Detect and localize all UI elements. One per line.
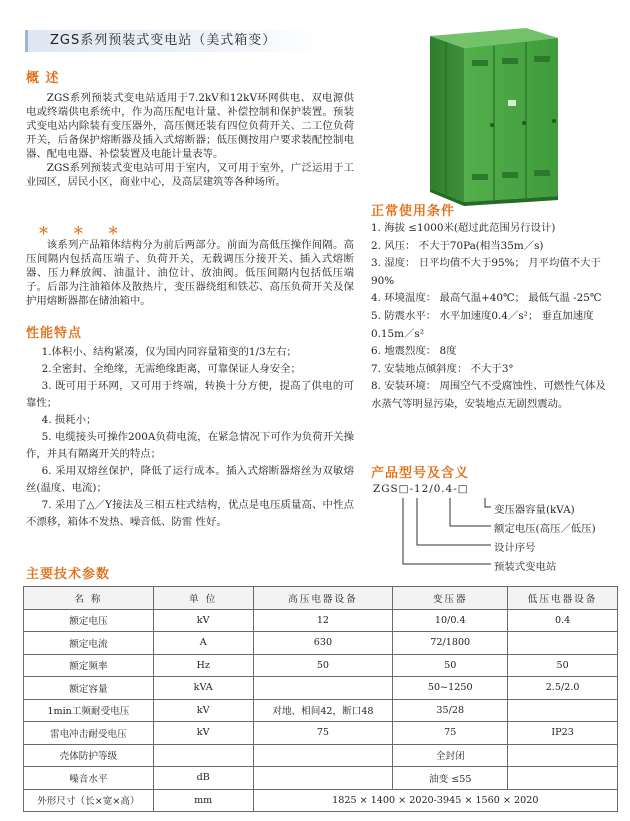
table-cell: 630 xyxy=(253,632,393,655)
table-cell: 额定电压 xyxy=(24,609,154,632)
table-cell: 12 xyxy=(253,609,393,632)
table-row xyxy=(24,722,618,745)
conditions-list xyxy=(371,220,616,414)
table-cell: 50 xyxy=(253,654,393,677)
substation-cabinet-image xyxy=(408,20,578,210)
table-cell: 壳体防护等级 xyxy=(24,744,154,767)
column-header: 变压器 xyxy=(393,587,508,610)
table-cell xyxy=(253,767,393,790)
table-row xyxy=(24,699,618,722)
overview-text xyxy=(26,91,354,189)
divider-stars: ＊ ＊ ＊ xyxy=(38,224,129,237)
table-cell: 雷电冲击耐受电压 xyxy=(24,722,154,745)
model-legend-item: 变压器容量(kVA) xyxy=(494,504,575,516)
table-row xyxy=(24,654,618,677)
page-title: ZGS系列预装式变电站（美式箱变） xyxy=(25,30,325,52)
table-cell: 75 xyxy=(253,722,393,745)
table-cell: mm xyxy=(153,789,253,812)
model-legend-item: 额定电压(高压／低压) xyxy=(494,523,596,535)
model-legend-item: 设计序号 xyxy=(494,542,536,554)
table-row xyxy=(24,609,618,632)
table-cell xyxy=(508,767,618,790)
table-cell: 10/0.4 xyxy=(393,609,508,632)
model-legend-item: 预装式变电站 xyxy=(494,561,557,573)
table-cell xyxy=(508,744,618,767)
feature-item: 3. 既可用于环网，又可用于终端，转换十分方便，提高了供电的可靠性； xyxy=(26,380,354,409)
condition-item: 5. 防震水平： 水平加速度0.4／s²； 垂直加速度0.15m／s² xyxy=(371,309,594,340)
table-cell: 35/28 xyxy=(393,699,508,722)
overview-heading: 概 述 xyxy=(26,71,60,86)
table-row xyxy=(24,677,618,700)
table-cell: 50 xyxy=(393,654,508,677)
table-cell: 对地、相间42，断口48 xyxy=(253,699,393,722)
conditions-heading: 正常使用条件 xyxy=(371,204,456,219)
table-cell: kVA xyxy=(153,677,253,700)
feature-item: 7. 采用了△／Y接法及三相五柱式结构，优点是电压质量高、中性点不漂移，箱体不发热、噪音低、防雷 性好。 xyxy=(26,499,354,528)
table-cell: 额定容量 xyxy=(24,677,154,700)
feature-item: 1.体积小、结构紧凑，仅为国内同容量箱变的1/3左右； xyxy=(41,346,297,358)
feature-item: 6. 采用双熔丝保护，降低了运行成本。插入式熔断器熔丝为双敏熔丝(温度、电流)； xyxy=(26,465,354,494)
condition-item: 8. 安装环境： 周围空气不受腐蚀性、可燃性气体及水蒸气等明显污染，安装地点无剧烈震动。 xyxy=(371,380,606,410)
table-cell: Hz xyxy=(153,654,253,677)
table-row xyxy=(24,744,618,767)
specs-heading: 主要技术参数 xyxy=(26,567,111,582)
column-header: 高压电器设备 xyxy=(253,587,393,610)
table-cell: 外形尺寸（长×宽×高） xyxy=(24,789,154,812)
table-cell: 50 xyxy=(508,654,618,677)
column-header: 单 位 xyxy=(153,587,253,610)
table-cell: 2.5/2.0 xyxy=(508,677,618,700)
feature-item: 2.全密封、全绝缘，无需绝缘距离，可靠保证人身安全； xyxy=(41,363,301,375)
table-cell: 噪音水平 xyxy=(24,767,154,790)
table-cell xyxy=(508,699,618,722)
table-header-row xyxy=(24,587,618,610)
model-code: ZGS□-12/0.4-□ xyxy=(373,483,469,495)
table-cell: 额定频率 xyxy=(24,654,154,677)
model-bracket-lines xyxy=(373,498,493,570)
table-cell: 75 xyxy=(393,722,508,745)
table-cell: IP23 xyxy=(508,722,618,745)
condition-item: 1. 海拔 ≤1000米(超过此范围另行设计) xyxy=(371,222,556,234)
table-cell: kV xyxy=(153,609,253,632)
condition-item: 6. 地震烈度： 8度 xyxy=(371,345,457,358)
table-cell xyxy=(253,677,393,700)
table-row xyxy=(24,767,618,790)
table-cell: 全封闭 xyxy=(393,744,508,767)
condition-item: 2. 风压： 不大于70Pa(相当35m／s) xyxy=(371,239,544,252)
condition-item: 4. 环境温度： 最高气温+40℃； 最低气温 -25℃ xyxy=(371,292,602,305)
model-heading: 产品型号及含义 xyxy=(371,466,470,481)
table-cell: 0.4 xyxy=(508,609,618,632)
structure-text xyxy=(26,238,354,308)
features-list xyxy=(26,344,354,531)
table-cell: 1min工频耐受电压 xyxy=(24,699,154,722)
table-cell: 1825 × 1400 × 2020-3945 × 1560 × 2020 xyxy=(253,789,617,812)
spec-table xyxy=(23,586,618,812)
table-cell: kV xyxy=(153,722,253,745)
feature-item: 5. 电缆接头可操作200A负荷电流，在紧急情况下可作为负荷开关操作，并具有隔离开关的特点； xyxy=(26,431,354,460)
table-cell: A xyxy=(153,632,253,655)
table-cell xyxy=(508,632,618,655)
features-heading: 性能特点 xyxy=(26,326,83,341)
condition-item: 3. 湿度： 日平均值不大于95%； 月平均值不大于90% xyxy=(371,257,601,287)
table-row xyxy=(24,789,618,812)
table-cell xyxy=(153,744,253,767)
table-cell xyxy=(253,744,393,767)
table-cell: 额定电流 xyxy=(24,632,154,655)
column-header: 名 称 xyxy=(24,587,154,610)
column-header: 低压电器设备 xyxy=(508,587,618,610)
overview-paragraph: ZGS系列预装式变电站适用于7.2kV和12kV环网供电、双电源供电或终端供电系统中，作为高压配电计量、补偿控制和保护装置。预装式变电站内除装有变压器外，高压侧还装有四位负荷开关、二工位负荷开关，后备保护熔断器及插入式熔断器；低压侧按用户要求装配控制电器、配电电器、补偿装置及电能计量表等。 xyxy=(26,92,354,160)
table-cell: kV xyxy=(153,699,253,722)
structure-paragraph: 该系列产品箱体结构分为前后两部分。前面为高低压操作间隔。高压间隔内包括高压端子、负荷开关，无载调压分接开关、插入式熔断器、压力释放阀、油温计、油位计、放油阀。低压间隔内包括低压端子。后部为注油箱体及散热片，变压器绕组和铁芯、高压负荷开关及保护用熔断器都在储油箱中。 xyxy=(26,239,354,307)
table-cell: dB xyxy=(153,767,253,790)
feature-item: 4. 损耗小； xyxy=(41,414,97,426)
condition-item: 7. 安装地点倾斜度： 不大于3° xyxy=(371,362,514,375)
overview-paragraph: ZGS系列预装式变电站可用于室内，又可用于室外，广泛运用于工业园区，居民小区，商业中心，及高层建筑等各种场所。 xyxy=(26,162,354,188)
table-cell: 油变 ≤55 xyxy=(393,767,508,790)
table-cell: 72/1800 xyxy=(393,632,508,655)
table-row xyxy=(24,632,618,655)
table-cell: 50~1250 xyxy=(393,677,508,700)
